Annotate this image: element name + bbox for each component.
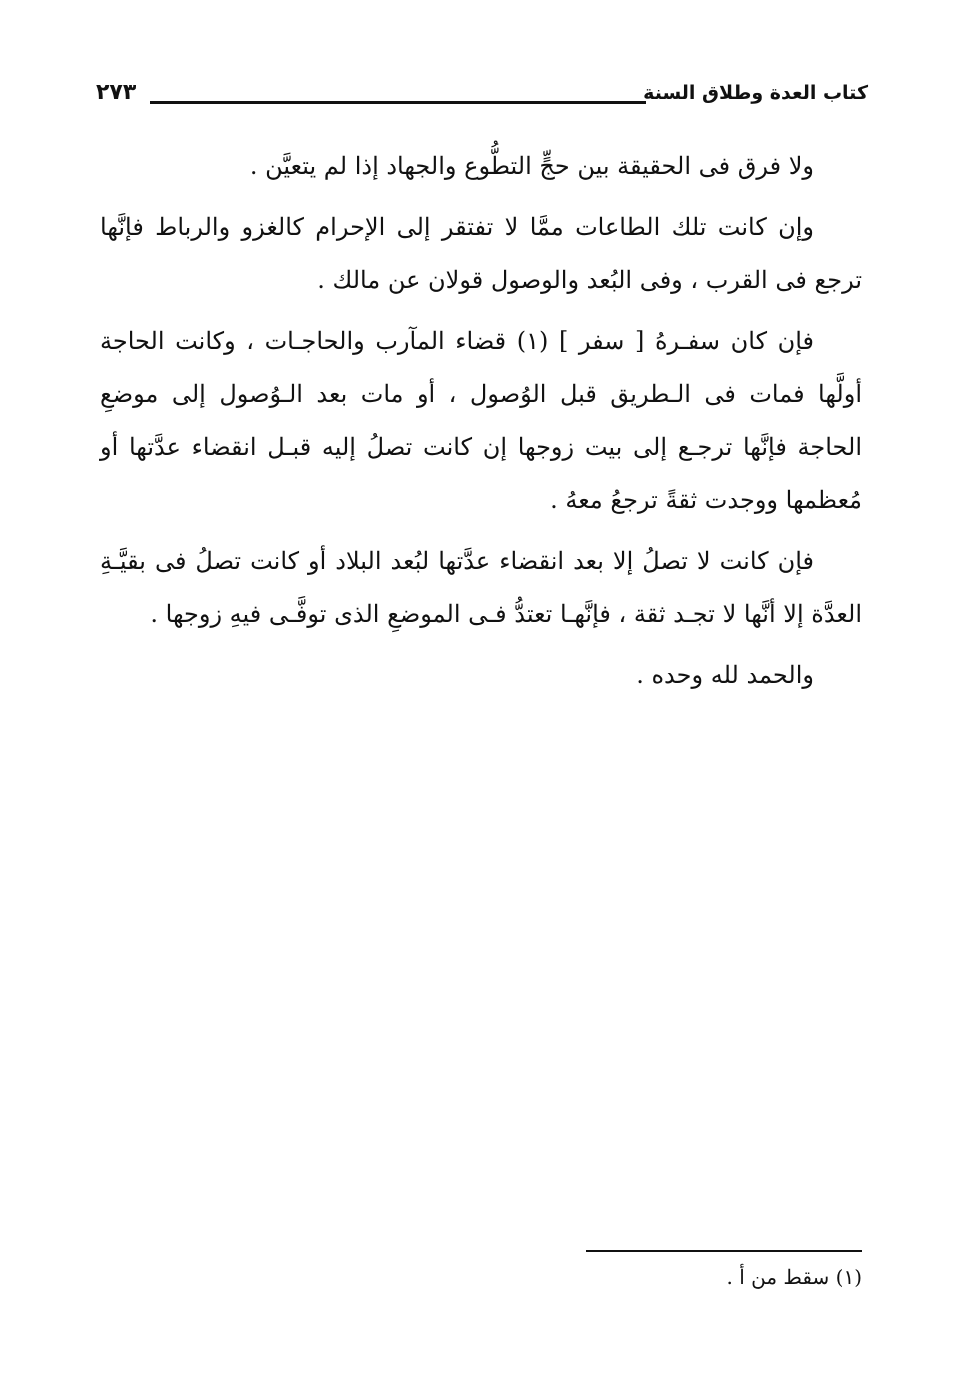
running-header [96, 82, 868, 118]
footnote-rule [586, 1250, 862, 1252]
paragraph-4: فإن كانت لا تصلُ إلا بعد انقضاء عدَّتها لبُعد البلاد أو كانت تصلُ فى بقيَّـةِ العدَّة إلا أنَّها لا تجـد ثقة ، فإنَّهـا تعتدُّ فـى الموضعِ الذى توفَّـى فيهِ زوجها . [100, 547, 862, 628]
footnote: (١) سقط من أ . [726, 1265, 862, 1289]
paragraph-2: وإن كانت تلك الطاعات ممَّا لا تفتقر إلى الإحرام كالغزو والرباط فإنَّها ترجع فى القرب ، وفى البُعد والوصول قولان عن مالك . [100, 213, 862, 294]
paragraph-3: فإن كان سفـرهُ [ سفر ] (١) قضاء المآرب والحاجـات ، وكانت الحاجة أولَّها فمات فى الـطريق قبل الوُصول ، أو مات بعد الـوُصول إلى موضعِ الحاجة فإنَّها ترجـع إلى بيت زوجها إن كانت تصلُ إليه قبـل انقضاء عدَّتها أو مُعظمها ووجدت ثقةً ترجعُ معهُ . [100, 327, 862, 514]
page-number: ٢٧٣ [96, 80, 137, 105]
main-text [100, 140, 862, 710]
header-rule [150, 101, 646, 104]
running-title: كتاب العدة وطلاق السنة [643, 82, 868, 104]
closing-line: والحمد لله وحده . [636, 661, 814, 689]
paragraph-1: ولا فرق فى الحقيقة بين حجٍّ التطُّوع والجهاد إذا لم يتعيَّن . [249, 152, 814, 180]
